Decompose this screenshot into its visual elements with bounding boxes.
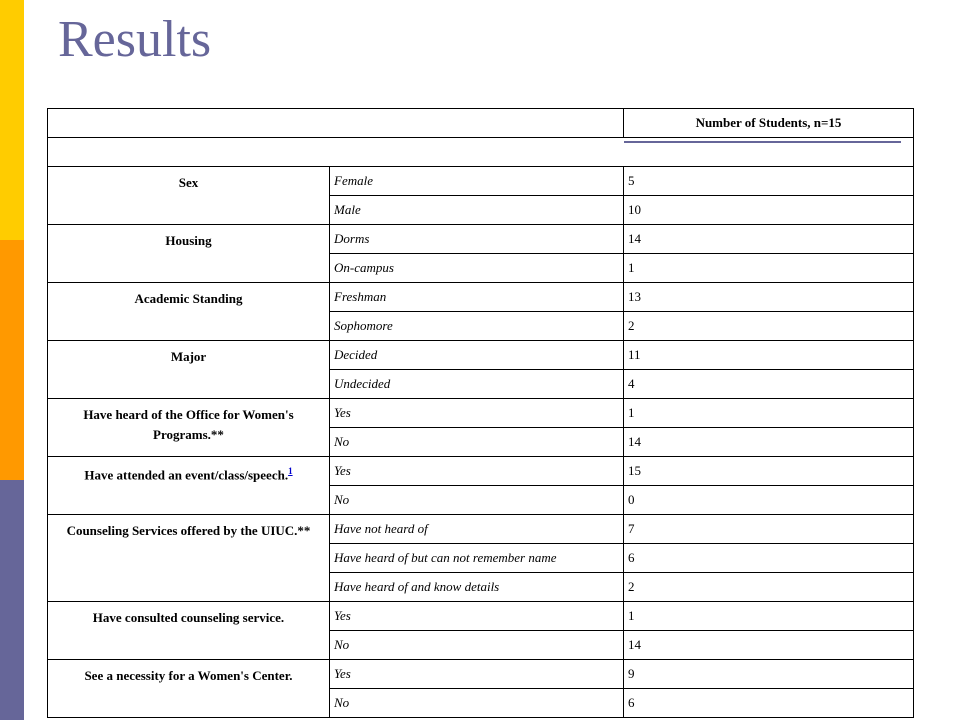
header-label: Number of Students, n=15 — [695, 115, 842, 130]
category-cell — [48, 225, 330, 283]
count-cell: 2 — [624, 312, 914, 341]
option-cell: Dorms — [330, 225, 624, 254]
count-cell: 13 — [624, 283, 914, 312]
option-cell: Decided — [330, 341, 624, 370]
count-cell: 10 — [624, 196, 914, 225]
table-row — [48, 515, 914, 544]
table-row — [48, 660, 914, 689]
table-row — [48, 457, 914, 486]
count-cell: 1 — [624, 602, 914, 631]
option-cell: Yes — [330, 660, 624, 689]
table-header-row — [48, 109, 914, 138]
option-cell: Yes — [330, 602, 624, 631]
count-cell: 15 — [624, 457, 914, 486]
count-cell: 11 — [624, 341, 914, 370]
results-table — [47, 108, 914, 718]
count-cell: 14 — [624, 428, 914, 457]
accent-bar-yellow — [0, 0, 24, 240]
category-cell — [48, 515, 330, 602]
category-cell — [48, 167, 330, 225]
option-cell: Have heard of and know details — [330, 573, 624, 602]
category-cell — [48, 341, 330, 399]
count-cell: 1 — [624, 399, 914, 428]
header-cell — [624, 109, 914, 138]
count-cell: 0 — [624, 486, 914, 515]
option-cell: No — [330, 689, 624, 718]
count-cell: 7 — [624, 515, 914, 544]
option-cell: On-campus — [330, 254, 624, 283]
option-cell: No — [330, 428, 624, 457]
count-cell: 9 — [624, 660, 914, 689]
category-label: Have consulted counseling service. — [92, 610, 285, 625]
category-label: Have heard of the Office for Women's Programs.** — [83, 407, 294, 443]
header-underline — [624, 141, 901, 143]
option-cell: Female — [330, 167, 624, 196]
category-label: See a necessity for a Women's Center. — [84, 668, 293, 683]
slide-title: Results — [58, 11, 212, 68]
count-cell: 6 — [624, 689, 914, 718]
option-cell: Undecided — [330, 370, 624, 399]
count-cell: 14 — [624, 631, 914, 660]
count-cell: 1 — [624, 254, 914, 283]
accent-bar-purple — [0, 480, 24, 720]
count-cell: 5 — [624, 167, 914, 196]
option-cell: Have not heard of — [330, 515, 624, 544]
footnote-link[interactable]: 1 — [288, 466, 293, 476]
category-cell — [48, 660, 330, 718]
table-row — [48, 283, 914, 312]
category-cell — [48, 457, 330, 515]
option-cell: Yes — [330, 399, 624, 428]
option-cell: Yes — [330, 457, 624, 486]
category-label: Have attended an event/class/speech. — [84, 467, 289, 483]
category-label: Housing — [165, 233, 212, 248]
table-row — [48, 167, 914, 196]
count-cell: 2 — [624, 573, 914, 602]
category-cell — [48, 602, 330, 660]
count-cell: 6 — [624, 544, 914, 573]
option-cell: No — [330, 486, 624, 515]
table-row — [48, 602, 914, 631]
option-cell: No — [330, 631, 624, 660]
option-cell: Male — [330, 196, 624, 225]
header-blank-cell — [48, 109, 624, 138]
count-cell: 4 — [624, 370, 914, 399]
option-cell: Have heard of but can not remember name — [330, 544, 624, 573]
option-cell: Sophomore — [330, 312, 624, 341]
accent-bar-orange — [0, 240, 24, 480]
count-cell: 14 — [624, 225, 914, 254]
option-cell: Freshman — [330, 283, 624, 312]
category-label: Academic Standing — [134, 291, 243, 306]
table-row — [48, 399, 914, 428]
table-row — [48, 225, 914, 254]
category-cell — [48, 283, 330, 341]
category-cell — [48, 399, 330, 457]
category-label: Major — [170, 349, 207, 364]
category-label: Counseling Services offered by the UIUC.** — [66, 523, 311, 538]
table-row — [48, 341, 914, 370]
category-label: Sex — [178, 175, 199, 190]
